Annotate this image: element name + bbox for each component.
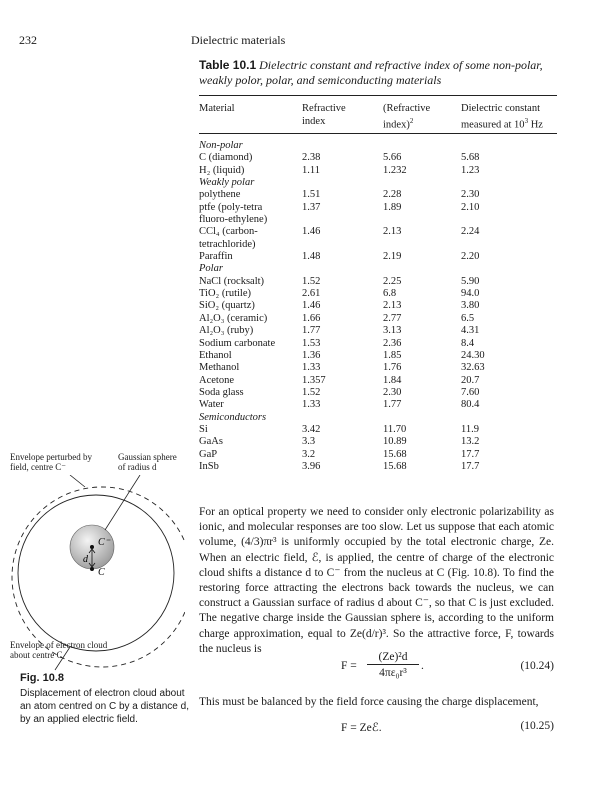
material-cell: Methanol	[199, 362, 240, 374]
dielectric-constant-cell: 6.5	[461, 312, 475, 324]
table-row	[199, 251, 559, 263]
eq2-text: F = Zeℰ.	[341, 722, 382, 734]
header-dielectric-text: measured at 10	[461, 119, 525, 131]
index-squared-cell: 2.28	[383, 189, 402, 201]
refractive-index-cell: 1.33	[302, 362, 321, 374]
table-row	[199, 362, 559, 374]
header-refractive-line1: Refractive	[302, 103, 346, 114]
dielectric-constant-cell: 2.10	[461, 201, 480, 213]
table-header-rule	[199, 133, 557, 134]
refractive-index-cell: 1.33	[302, 399, 321, 411]
refractive-index-cell: 1.46	[302, 226, 321, 238]
label-envelope-cloud: Envelope of electron cloud about centre C	[10, 640, 108, 660]
envelope-cloud-circle	[18, 495, 174, 651]
refractive-index-cell: 3.2	[302, 448, 316, 460]
refractive-index-cell: 1.52	[302, 275, 321, 287]
refractive-index-cell: 1.37	[302, 201, 321, 213]
header-refractive-index	[302, 102, 346, 128]
table-row	[199, 387, 559, 399]
material-cell: Paraffin	[199, 251, 233, 263]
header-dielectric-constant	[461, 102, 543, 132]
material-cell: NaCl (rocksalt)	[199, 275, 265, 287]
dielectric-constant-cell: 17.7	[461, 460, 480, 472]
index-squared-cell: 1.85	[383, 349, 402, 361]
header-squared-text: index)	[383, 119, 410, 131]
material-cell: Soda glass	[199, 386, 244, 398]
dielectric-constant-cell: 94.0	[461, 288, 480, 300]
material-cell: InSb	[199, 460, 219, 472]
dielectric-constant-cell: 5.68	[461, 152, 480, 164]
section-label: Polar	[199, 263, 223, 275]
table-row	[199, 350, 559, 362]
dielectric-constant-cell: 5.90	[461, 275, 480, 287]
material-cell: Water	[199, 399, 224, 411]
table-row	[199, 214, 559, 226]
table-row	[199, 226, 559, 238]
table-section-row	[199, 140, 559, 152]
dielectric-constant-cell: 3.80	[461, 300, 480, 312]
material-cell: Al₂O₃ (ceramic)	[199, 312, 268, 324]
table-row	[199, 338, 559, 350]
material-cell: GaAs	[199, 436, 223, 448]
dielectric-constant-cell: 80.4	[461, 399, 480, 411]
eq2-number: (10.25)	[520, 720, 554, 732]
dielectric-constant-cell: 2.30	[461, 189, 480, 201]
refractive-index-cell: 1.36	[302, 349, 321, 361]
figure-caption	[20, 672, 190, 726]
index-squared-cell: 2.13	[383, 226, 402, 238]
table-label: Table 10.1	[199, 58, 257, 72]
table-section-row	[199, 177, 559, 189]
table-row	[199, 202, 559, 214]
dielectric-constant-cell: 7.60	[461, 386, 480, 398]
index-squared-cell: 2.25	[383, 275, 402, 287]
figure-caption-text: Displacement of electron cloud about an atom centred on C by a distance d, by an applied electric field.	[20, 688, 189, 725]
label-c: C	[98, 567, 105, 578]
header-refractive-line2: index	[302, 116, 326, 127]
material-cell: Al₂O₃ (ruby)	[199, 325, 254, 337]
table-row	[199, 288, 559, 300]
index-squared-cell: 10.89	[383, 436, 407, 448]
leader-envelope-perturbed	[70, 475, 85, 487]
index-squared-cell: 5.66	[383, 152, 402, 164]
index-squared-cell: 1.84	[383, 374, 402, 386]
dielectric-constant-cell: 11.9	[461, 423, 479, 435]
label-c-minus: C⁻	[98, 537, 110, 548]
material-cell: fluoro-ethylene)	[199, 214, 268, 226]
refractive-index-cell: 1.51	[302, 189, 321, 201]
refractive-index-cell: 3.42	[302, 423, 321, 435]
index-squared-cell: 1.232	[383, 164, 407, 176]
body-paragraph: For an optical property we need to consider only electronic polarizability as ionic, and molecular responses are too slow. Let us suppose that each atomic volume, (4/3)πr³ is uniformly occupied by the total electronic charge, Ze. When an electric field, ℰ, is applied, the centre of charge of the electronic cloud shifts a distance d to C⁻ from the nucleus at C (Fig. 10.8). To find the restoring force attracting the electrons back towards the nucleus, we can construct a Gaussian surface of radius d about C⁻, so that C is just excluded. The negative charge inside the Gaussian sphere is, according to the uniform charge approximation, equal to Ze(d/r)³. So the attractive force, F, towards the nucleus is	[199, 506, 554, 655]
refractive-index-cell: 1.66	[302, 312, 321, 324]
table-row	[199, 436, 559, 448]
dielectric-constant-cell: 2.20	[461, 251, 480, 263]
material-cell: C (diamond)	[199, 152, 253, 164]
eq1-numerator: (Ze)²d	[367, 650, 419, 665]
table-row	[199, 189, 559, 201]
index-squared-cell: 1.77	[383, 399, 402, 411]
index-squared-cell: 15.68	[383, 460, 407, 472]
index-squared-cell: 2.30	[383, 386, 402, 398]
index-squared-cell: 2.36	[383, 337, 402, 349]
header-squared-line1: (Refractive	[383, 103, 431, 114]
header-squared-sup: 2	[409, 117, 414, 125]
refractive-index-cell: 1.77	[302, 325, 321, 337]
eq1-number: (10.24)	[520, 660, 554, 672]
material-cell: GaP	[199, 448, 218, 460]
table-row	[199, 399, 559, 411]
label-envelope-perturbed: Envelope perturbed by field, centre C⁻	[10, 452, 92, 472]
dielectric-constant-cell: 32.63	[461, 362, 485, 374]
table-caption	[199, 58, 559, 88]
material-cell: polythene	[199, 189, 241, 201]
label-gaussian-sphere: Gaussian sphere of radius d	[118, 452, 177, 472]
header-refractive-index-squared	[383, 102, 430, 132]
eq1-denominator: 4πε₀r³	[379, 667, 407, 679]
table-row	[199, 276, 559, 288]
header-squared-line2	[383, 115, 430, 132]
refractive-index-cell: 3.96	[302, 460, 321, 472]
header-dielectric-tail: Hz	[528, 119, 543, 131]
table-section-row	[199, 263, 559, 275]
balance-text: This must be balanced by the field force causing the charge displacement,	[199, 696, 539, 708]
dielectric-constant-cell: 24.30	[461, 349, 485, 361]
material-cell: CCl₄ (carbon-	[199, 226, 258, 238]
table-section-row	[199, 412, 559, 424]
table-row	[199, 313, 559, 325]
refractive-index-cell: 1.52	[302, 386, 321, 398]
refractive-index-cell: 1.357	[302, 374, 326, 386]
material-cell: Sodium carbonate	[199, 337, 276, 349]
material-cell: SiO₂ (quartz)	[199, 300, 255, 312]
eq1-punct: .	[421, 660, 424, 672]
equation-10-24	[199, 650, 554, 684]
table-row	[199, 424, 559, 436]
section-label: Semiconductors	[199, 411, 267, 423]
index-squared-cell: 11.70	[383, 423, 407, 435]
refractive-index-cell: 1.46	[302, 300, 321, 312]
material-cell: H₂ (liquid)	[199, 164, 245, 176]
material-cell: Acetone	[199, 374, 234, 386]
figure-number: Fig. 10.8	[20, 672, 65, 684]
index-squared-cell: 2.19	[383, 251, 402, 263]
index-squared-cell: 1.76	[383, 362, 402, 374]
refractive-index-cell: 3.3	[302, 436, 316, 448]
material-cell: ptfe (poly-tetra	[199, 201, 263, 213]
table-row	[199, 375, 559, 387]
index-squared-cell: 1.89	[383, 201, 402, 213]
refractive-index-cell: 2.61	[302, 288, 321, 300]
material-cell: Ethanol	[199, 349, 232, 361]
table-top-rule	[199, 95, 557, 96]
dielectric-constant-cell: 8.4	[461, 337, 475, 349]
table-caption-text: Dielectric constant and refractive index of some non-polar, weakly polor, polar, and semiconducting materials	[199, 58, 543, 87]
material-cell: tetrachloride)	[199, 238, 256, 250]
section-label: Non-polar	[199, 140, 243, 151]
header-material: Material	[199, 103, 235, 114]
refractive-index-cell: 1.53	[302, 337, 321, 349]
refractive-index-cell: 1.11	[302, 164, 320, 176]
table-body	[199, 140, 559, 473]
running-head: Dielectric materials	[191, 33, 286, 47]
table-row	[199, 325, 559, 337]
section-label: Weakly polar	[199, 177, 255, 189]
dielectric-constant-cell: 13.2	[461, 436, 480, 448]
index-squared-cell: 3.13	[383, 325, 402, 337]
material-cell: TiO₂ (rutile)	[199, 288, 251, 300]
header-dielectric-sup: 3	[524, 117, 529, 125]
table-row	[199, 461, 559, 473]
header-dielectric-line1: Dielectric constant	[461, 103, 541, 114]
label-d: d	[83, 554, 88, 565]
refractive-index-cell: 2.38	[302, 152, 321, 164]
page-number: 232	[19, 33, 37, 47]
table-row	[199, 152, 559, 164]
index-squared-cell: 15.68	[383, 448, 407, 460]
index-squared-cell: 2.13	[383, 300, 402, 312]
material-cell: Si	[199, 423, 208, 435]
dielectric-constant-cell: 4.31	[461, 325, 480, 337]
eq1-lhs: F =	[341, 660, 357, 672]
dielectric-constant-cell: 2.24	[461, 226, 480, 238]
dielectric-constant-cell: 1.23	[461, 164, 480, 176]
table-row	[199, 300, 559, 312]
header-dielectric-line2	[461, 115, 543, 132]
table-row	[199, 239, 559, 251]
table-row	[199, 449, 559, 461]
equation-10-25	[199, 720, 554, 736]
dielectric-constant-cell: 17.7	[461, 448, 480, 460]
index-squared-cell: 2.77	[383, 312, 402, 324]
dielectric-constant-cell: 20.7	[461, 374, 480, 386]
refractive-index-cell: 1.48	[302, 251, 321, 263]
table-row	[199, 165, 559, 177]
leader-gaussian-sphere	[105, 475, 140, 530]
index-squared-cell: 6.8	[383, 288, 397, 300]
